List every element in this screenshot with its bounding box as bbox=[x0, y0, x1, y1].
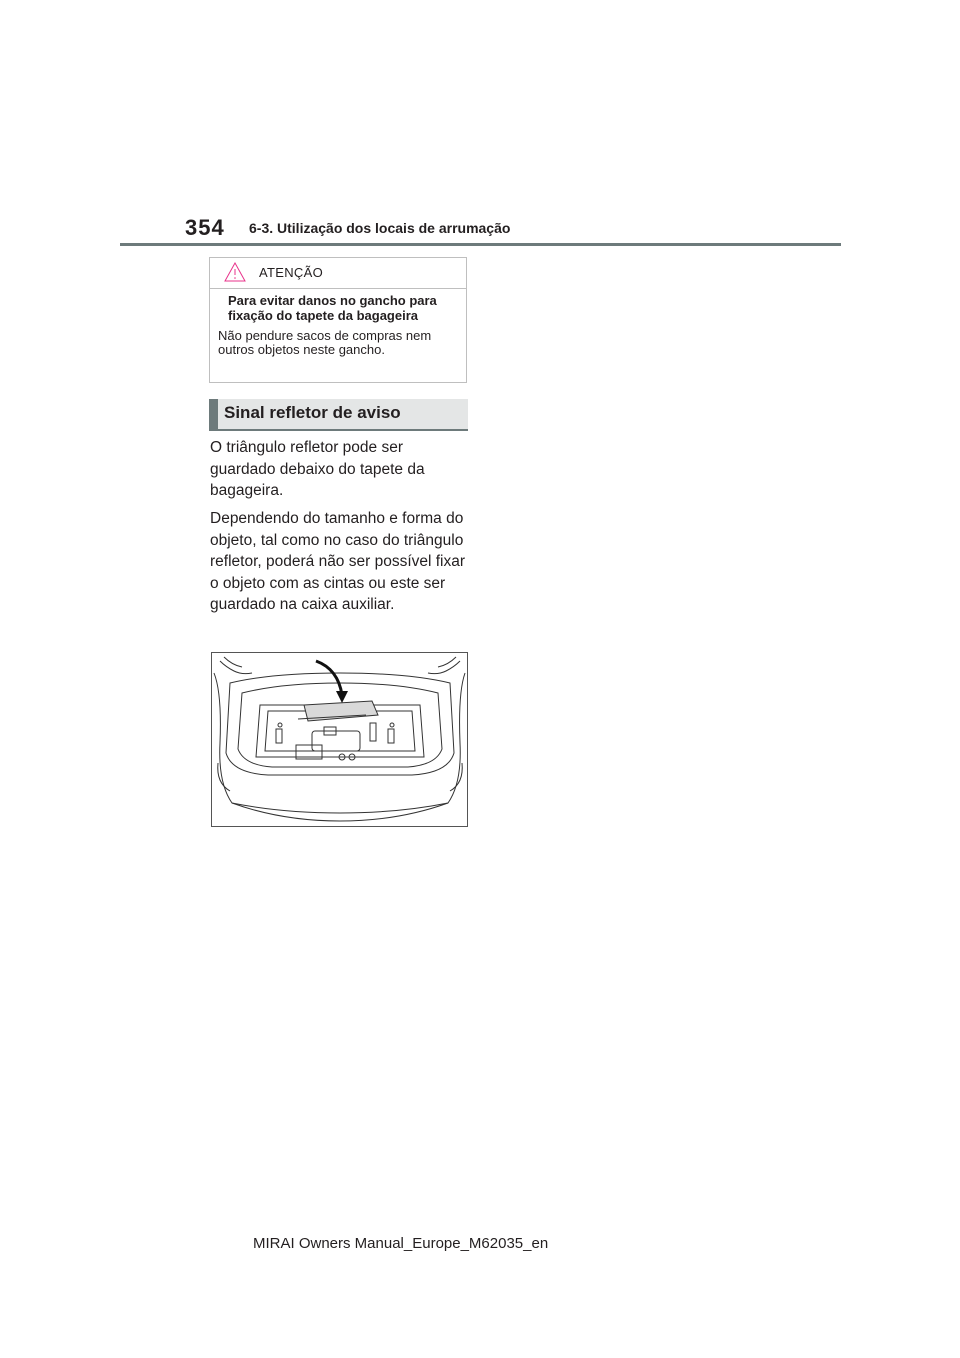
caution-header bbox=[210, 258, 466, 289]
section-title: 6-3. Utilização dos locais de arrumação bbox=[249, 220, 511, 236]
heading-marker bbox=[209, 399, 218, 429]
section-heading bbox=[209, 399, 468, 431]
section-heading-text: Sinal refletor de aviso bbox=[224, 403, 401, 422]
caution-box bbox=[209, 257, 467, 383]
paragraph-storage: O triângulo refletor pode ser guardado debaixo do tapete da bagageira. bbox=[210, 439, 425, 499]
paragraph-note: Dependendo do tamanho e forma do objeto, tal como no caso do triângulo refletor, poderá não ser possível fixar o objeto com as cintas ou este ser guardado na caixa auxiliar. bbox=[210, 510, 466, 613]
caution-subtitle: Para evitar danos no gancho para fixação do tapete da bagageira bbox=[228, 293, 437, 323]
footer-text: MIRAI Owners Manual_Europe_M62035_en bbox=[253, 1235, 549, 1252]
caution-body: Não pendure sacos de compras nem outros objetos neste gancho. bbox=[218, 328, 432, 357]
page-number: 354 bbox=[185, 215, 225, 240]
trunk-drawing bbox=[212, 653, 467, 826]
header-divider bbox=[120, 243, 841, 246]
trunk-illustration bbox=[211, 652, 468, 827]
caution-label: ATENÇÃO bbox=[259, 265, 323, 280]
warning-triangle-icon bbox=[224, 262, 246, 282]
